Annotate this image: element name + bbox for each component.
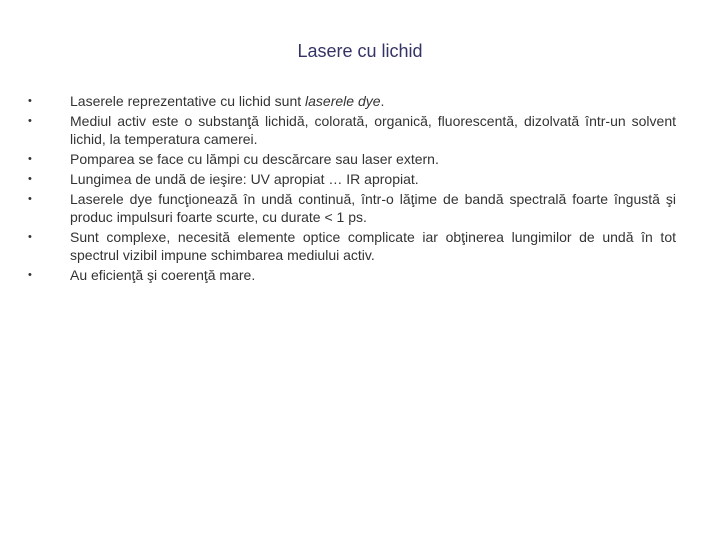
bullet-item-complexity	[26, 228, 676, 264]
bullet-icon: •	[28, 153, 32, 165]
bullet-text: Mediul activ este o substanţă lichidă, colorată, organică, fluorescentă, dizolvată într-un solvent lichid, la temperatura camerei.	[70, 113, 676, 147]
slide-title: Lasere cu lichid	[297, 41, 423, 61]
bullet-icon: •	[28, 115, 32, 127]
bullet-icon: •	[28, 269, 32, 281]
bullet-text: Sunt complexe, necesită elemente optice complicate iar obţinerea lungimilor de undă în tot spectrul vizibil impune schimbarea mediului activ.	[70, 229, 676, 263]
bullet-icon: •	[28, 95, 32, 107]
bullet-item-pumping	[26, 150, 676, 168]
bullet-icon: •	[28, 231, 32, 243]
bullet-icon: •	[28, 193, 32, 205]
bullet-item-efficiency	[26, 266, 676, 284]
bullet-text: Laserele reprezentative cu lichid sunt	[70, 93, 306, 109]
bullet-list	[26, 92, 676, 286]
bullet-item-dye	[26, 92, 676, 110]
bullet-emphasis: laserele dye	[305, 93, 381, 109]
bullet-icon: •	[28, 173, 32, 185]
bullet-text: Pomparea se face cu lămpi cu descărcare sau laser extern.	[70, 151, 439, 167]
bullet-text: Laserele dye funcţionează în undă continuă, într-o lăţime de bandă spectrală foarte îngustă şi produc impulsuri foarte scurte, cu durate < 1 ps.	[70, 191, 676, 225]
bullet-text: Lungimea de undă de ieşire: UV apropiat … IR apropiat.	[70, 171, 419, 187]
bullet-item-operation	[26, 190, 676, 226]
bullet-text: Au eficienţă şi coerenţă mare.	[70, 267, 256, 283]
bullet-item-wavelength	[26, 170, 676, 188]
bullet-suffix: .	[380, 93, 385, 109]
bullet-item-medium	[26, 112, 676, 148]
